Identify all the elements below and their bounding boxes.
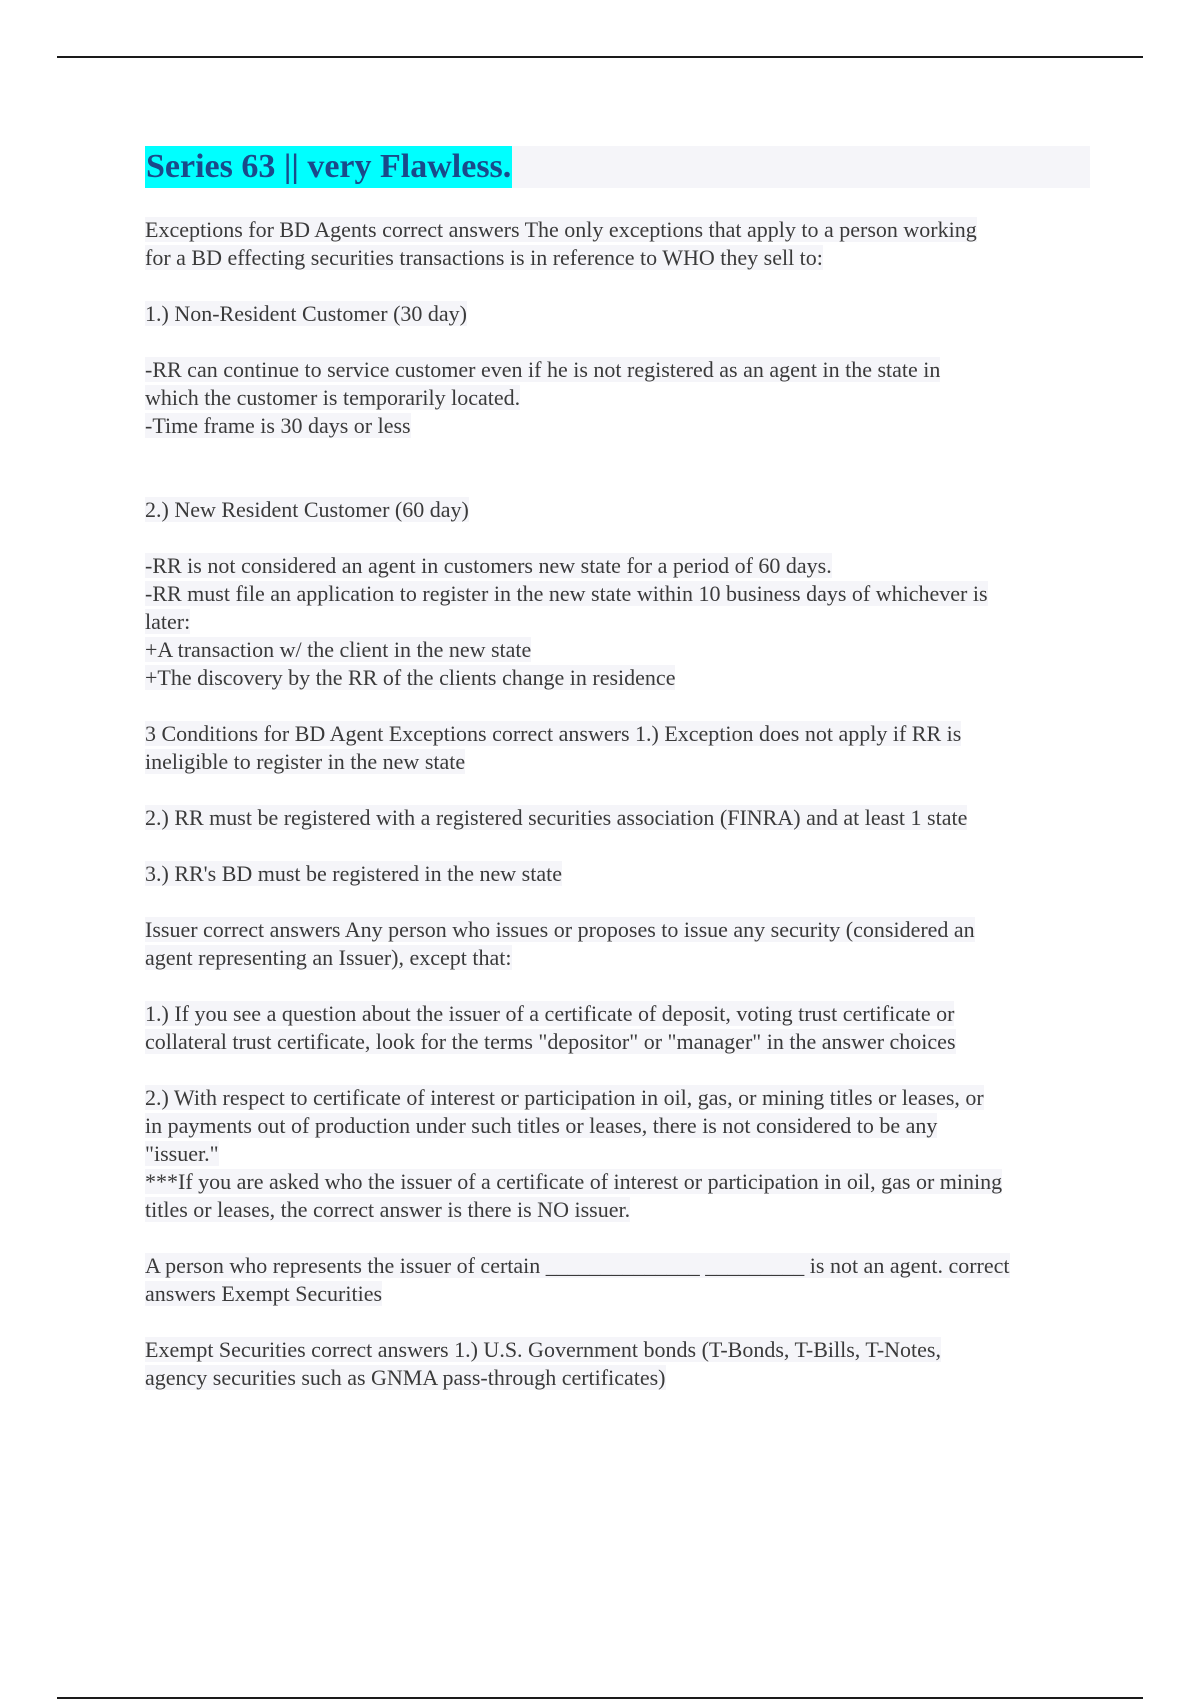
text-line [145, 384, 1090, 412]
line-text: -RR can continue to service customer even if he is not registered as an agent in the state in [145, 357, 941, 382]
line-text: ***If you are asked who the issuer of a certificate of interest or participation in oil, gas or mining [145, 1169, 1003, 1194]
line-text: -RR must file an application to register in the new state within 10 business days of whichever is [145, 581, 988, 606]
paragraph [145, 1252, 1090, 1308]
line-text: 2.) New Resident Customer (60 day) [145, 497, 469, 522]
text-line [145, 860, 1090, 888]
text-line [145, 1028, 1090, 1056]
text-line [145, 748, 1090, 776]
paragraph [145, 720, 1090, 776]
paragraph [145, 1336, 1090, 1392]
text-line [145, 636, 1090, 664]
line-text: 1.) If you see a question about the issuer of a certificate of deposit, voting trust certificate or [145, 1001, 955, 1026]
text-line [145, 1280, 1090, 1308]
line-text: 3 Conditions for BD Agent Exceptions correct answers 1.) Exception does not apply if RR is [145, 721, 962, 746]
title-band [145, 146, 1090, 188]
text-line [145, 944, 1090, 972]
line-text: Issuer correct answers Any person who issues or proposes to issue any security (considered an [145, 917, 975, 942]
line-text: A person who represents the issuer of certain ______________ _________ is not an agent. correct [145, 1253, 1010, 1278]
line-text: "issuer." [145, 1141, 219, 1166]
text-line [145, 552, 1090, 580]
text-line [145, 300, 1090, 328]
paragraph [145, 804, 1090, 832]
text-line [145, 356, 1090, 384]
text-line [145, 1112, 1090, 1140]
text-line [145, 244, 1090, 272]
text-line [145, 1084, 1090, 1112]
text-line [145, 580, 1090, 608]
paragraph [145, 496, 1090, 524]
line-text: +A transaction w/ the client in the new state [145, 637, 532, 662]
top-rule [57, 56, 1143, 58]
line-text: which the customer is temporarily located. [145, 385, 521, 410]
text-line [145, 916, 1090, 944]
line-text: 1.) Non-Resident Customer (30 day) [145, 301, 467, 326]
line-text: for a BD effecting securities transactions is in reference to WHO they sell to: [145, 245, 823, 270]
text-line [145, 1364, 1090, 1392]
text-line [145, 804, 1090, 832]
line-text: ineligible to register in the new state [145, 749, 466, 774]
line-text: titles or leases, the correct answer is there is NO issuer. [145, 1197, 631, 1222]
text-line [145, 1168, 1090, 1196]
line-text: 2.) With respect to certificate of interest or participation in oil, gas, or mining titles or leases, or [145, 1085, 984, 1110]
line-text: Exceptions for BD Agents correct answers The only exceptions that apply to a person working [145, 217, 977, 242]
text-line [145, 1196, 1090, 1224]
text-line [145, 1140, 1090, 1168]
line-text: Exempt Securities correct answers 1.) U.S. Government bonds (T-Bonds, T-Bills, T-Notes, [145, 1337, 941, 1362]
line-text: agency securities such as GNMA pass-through certificates) [145, 1365, 666, 1390]
document-title: Series 63 || very Flawless. [145, 146, 512, 188]
document-body [145, 146, 1090, 1420]
line-text: later: [145, 609, 191, 634]
text-line [145, 496, 1090, 524]
line-text: 3.) RR's BD must be registered in the new state [145, 861, 563, 886]
text-line [145, 1000, 1090, 1028]
paragraph [145, 300, 1090, 328]
text-line [145, 216, 1090, 244]
text-line [145, 412, 1090, 440]
paragraph [145, 356, 1090, 440]
text-line [145, 1252, 1090, 1280]
paragraph [145, 1000, 1090, 1056]
line-text: answers Exempt Securities [145, 1281, 383, 1306]
text-line [145, 1336, 1090, 1364]
line-text: +The discovery by the RR of the clients change in residence [145, 665, 676, 690]
bottom-rule [57, 1697, 1143, 1699]
paragraph [145, 216, 1090, 272]
line-text: 2.) RR must be registered with a registered securities association (FINRA) and at least 1 state [145, 805, 968, 830]
paragraph [145, 1084, 1090, 1224]
line-text: -RR is not considered an agent in customers new state for a period of 60 days. [145, 553, 832, 578]
line-text: collateral trust certificate, look for the terms "depositor" or "manager" in the answer choices [145, 1029, 956, 1054]
text-line [145, 664, 1090, 692]
line-text: in payments out of production under such titles or leases, there is not considered to be any [145, 1113, 938, 1138]
text-line [145, 608, 1090, 636]
text-line [145, 720, 1090, 748]
paragraph-list [145, 216, 1090, 1392]
line-text: agent representing an Issuer), except that: [145, 945, 512, 970]
line-text: -Time frame is 30 days or less [145, 413, 411, 438]
paragraph [145, 552, 1090, 692]
paragraph [145, 916, 1090, 972]
paragraph [145, 860, 1090, 888]
